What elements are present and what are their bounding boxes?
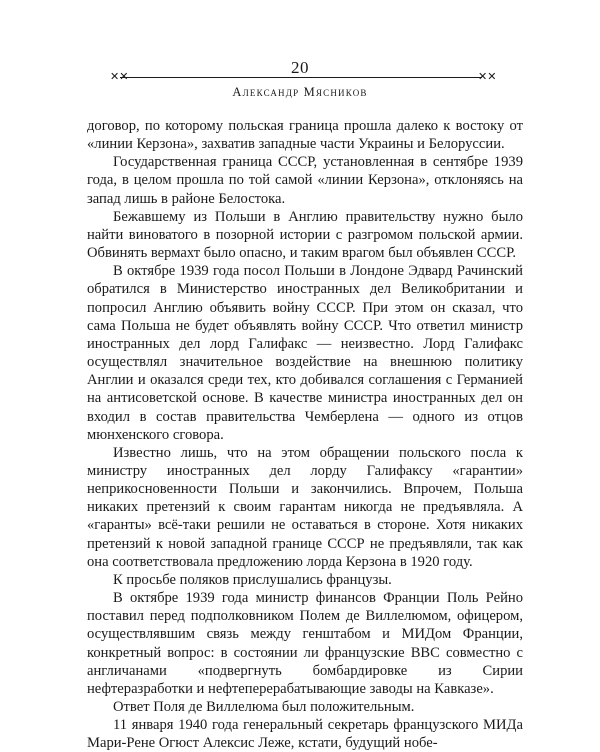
page-number: 20: [291, 58, 309, 77]
paragraph: В октябре 1939 года министр финансов Франции Поль Рейно поставил перед подполковником Полем де Виллелюмом, офицером, осуществлявшим связь между генштабом и МИДом Франции, конкретный вопрос: в состоянии ли французские ВВС совместно с англичанами «подвергнуть бомбардировке из Сирии нефтеразработки и нефтеперерабатывающие заводы на Кавказе».: [87, 590, 523, 697]
header-rule: [120, 77, 482, 78]
paragraph: 11 января 1940 года генеральный секретарь французского МИДа Мари-Рене Огюст Алексис Леже, кстати, будущий нобе-: [87, 717, 523, 752]
paragraph: Государственная граница СССР, установленная в сентябре 1939 года, в целом прошла по той самой «линии Керзона», отклоняясь на запад лишь в районе Белостока.: [87, 154, 523, 207]
paragraph: В октябре 1939 года посол Польши в Лондоне Эдвард Рачинский обратился в Министерство иностранных дел Великобритании и попросил Англию объявить войну СССР. При этом он сказал, что сама Польша не будет объявлять войну СССР. Что ответил министр иностранных дел лорд Галифакс — неизвестно. Лорд Галифакс осуществлял значительное воздействие на внешнюю политику Англии и оказался среди тех, кто добивался соглашения с Германией на антисоветской основе. В качестве министра иностранных дел он входил в состав правительства Чемберлена — одного из отцов мюнхенского сговора.: [87, 263, 523, 443]
body-text: [87, 117, 523, 752]
paragraph: Бежавшему из Польши в Англию правительству нужно было найти виноватого в позорной истории с разгромом польской армии. Обвинять вермахт было опасно, и таким врагом был объявлен СССР.: [87, 208, 523, 262]
ornament-right-icon: ✕✕: [478, 71, 497, 83]
paragraph: Ответ Поля де Виллелюма был положительным.: [113, 699, 415, 715]
paragraph: договор, по которому польская граница прошла далеко к востоку от «линии Керзона», захватив западные части Украины и Белоруссии.: [87, 118, 523, 153]
running-head: Александр Мясников: [232, 85, 368, 99]
paragraph: К просьбе поляков прислушались французы.: [113, 571, 392, 588]
ornament-left-icon: ✕✕: [110, 71, 129, 83]
paragraph: Известно лишь, что на этом обращении польского посла к министру иностранных дел лорду Галифаксу «гарантии» неприкосновенности Польши и закончились. Впрочем, Польша никаких претензий к своим гарантам никогда не предъявляла. А «гаранты» всё-таки решили не оставаться в стороне. Хотя никаких претензий к новой западной границе СССР не предъявляли, так как она соответствовала предложению лорда Керзона в 1920 году.: [87, 444, 523, 570]
